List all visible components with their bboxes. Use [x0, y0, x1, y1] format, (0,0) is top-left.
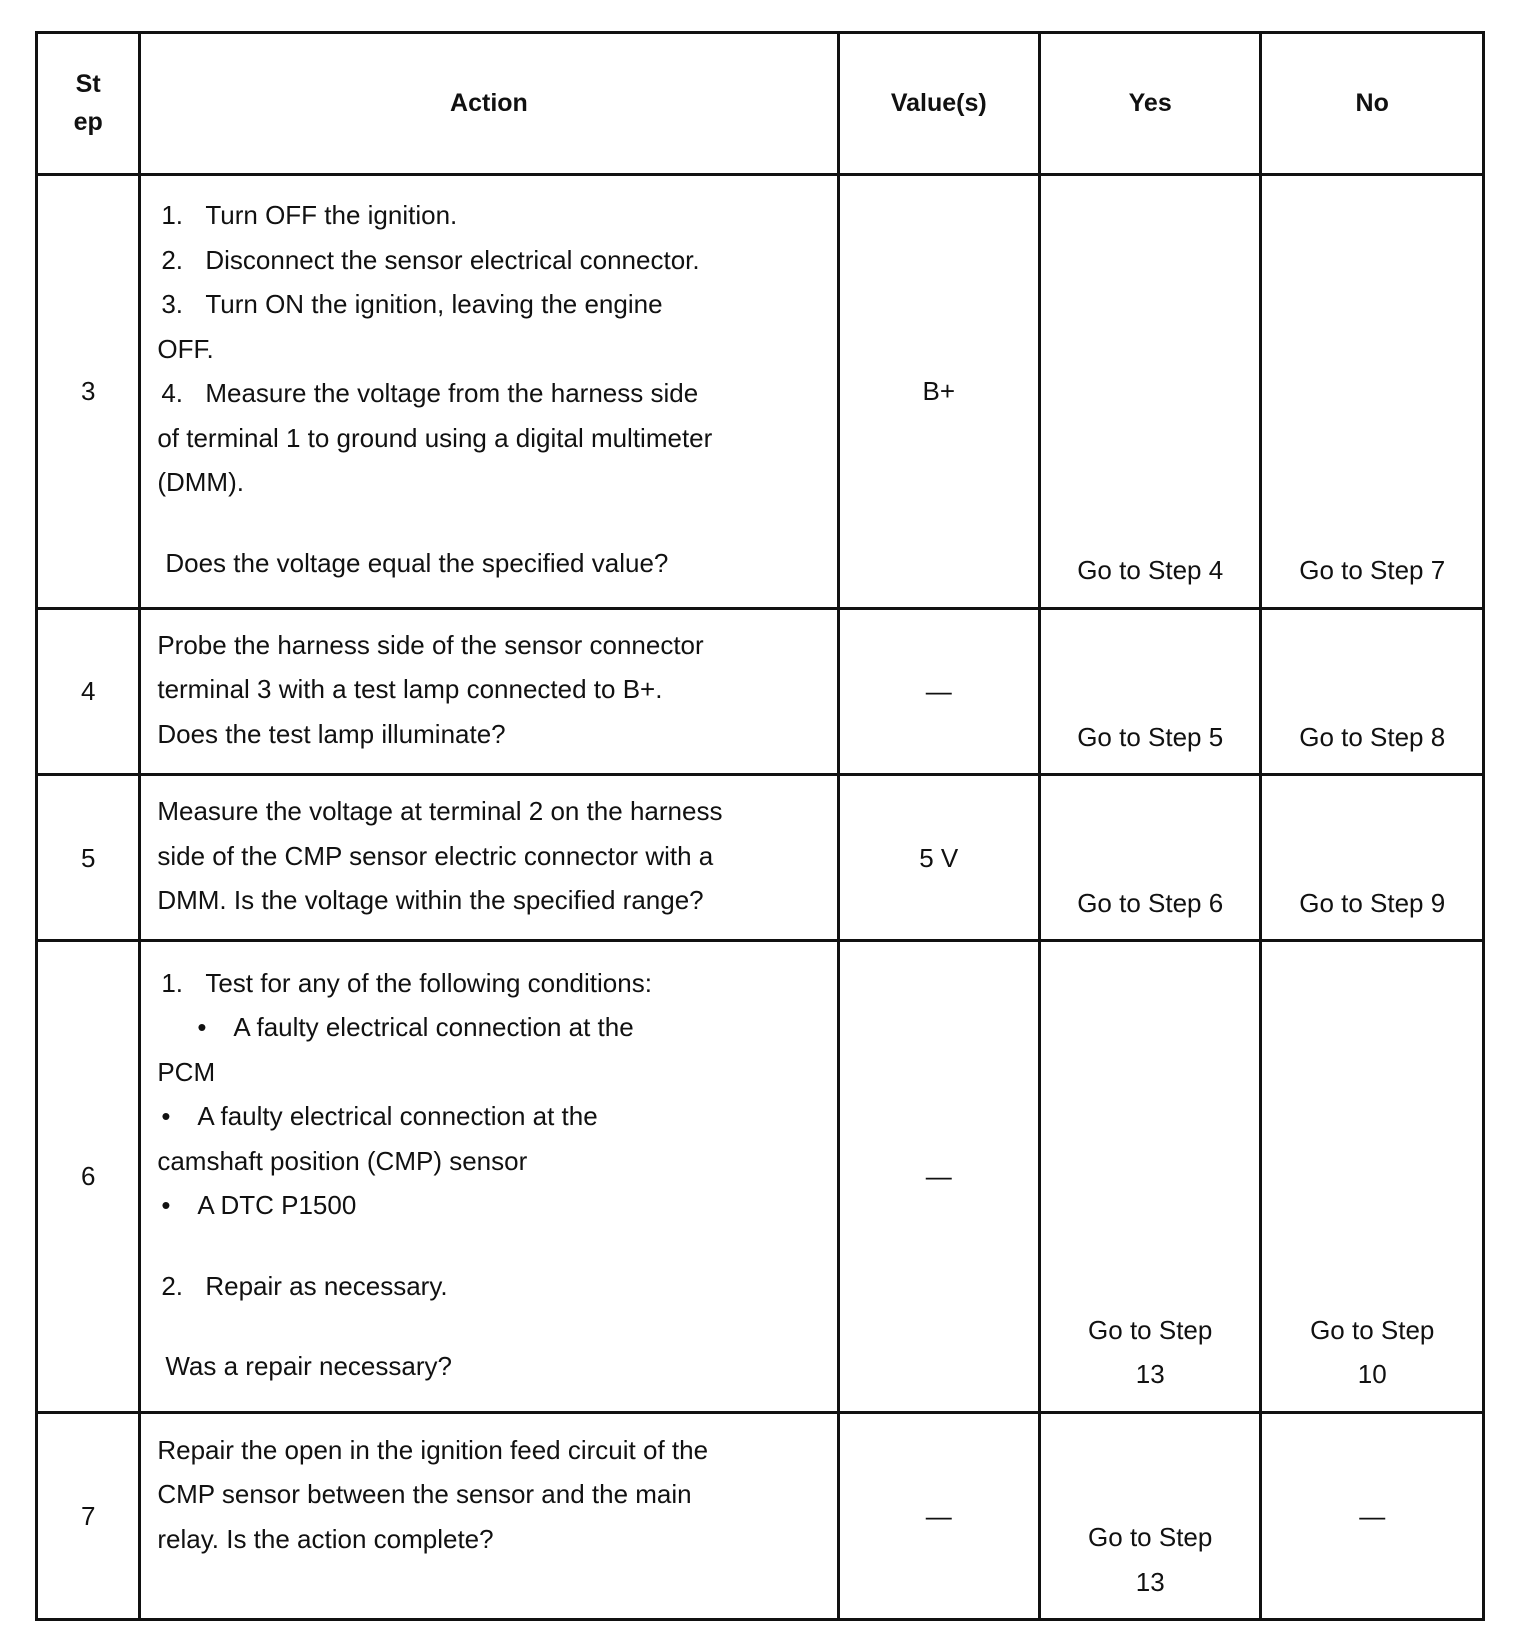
bullet-continuation: PCM: [157, 1056, 216, 1087]
no-cell: Go to Step 10: [1261, 941, 1484, 1412]
value-cell: —: [838, 941, 1039, 1412]
action-cell: [140, 174, 838, 608]
header-row: [37, 33, 1484, 175]
header-no: No: [1261, 33, 1484, 175]
action-line: Does the test lamp illuminate?: [157, 718, 506, 749]
table-row: [37, 775, 1484, 941]
yes-cell: Go to Step 6: [1039, 775, 1260, 941]
list-item-continuation: (DMM).: [157, 467, 244, 498]
bullet-item: • A faulty electrical connection at the: [161, 1101, 598, 1132]
list-item: 3. Turn ON the ignition, leaving the engine: [161, 289, 663, 320]
no-cell: Go to Step 8: [1261, 608, 1484, 774]
step-number: 4: [37, 608, 140, 774]
question-text: Does the voltage equal the specified value?: [165, 547, 669, 578]
table-row: [37, 1412, 1484, 1619]
action-cell: [140, 941, 838, 1412]
table-row: [37, 608, 1484, 774]
value-cell: 5 V: [838, 775, 1039, 941]
list-item: 1. Turn OFF the ignition.: [161, 200, 458, 231]
step-number: 5: [37, 775, 140, 941]
header-yes: Yes: [1039, 33, 1260, 175]
yes-cell: Go to Step 13: [1039, 941, 1260, 1412]
diagnostic-table: [35, 31, 1485, 1621]
action-cell: [140, 1412, 838, 1619]
value-cell: —: [838, 608, 1039, 774]
step-number: 7: [37, 1412, 140, 1619]
yes-cell: Go to Step 5: [1039, 608, 1260, 774]
value-cell: B+: [838, 174, 1039, 608]
list-item-continuation: OFF.: [157, 333, 214, 364]
table-row: [37, 941, 1484, 1412]
action-line: DMM. Is the voltage within the specified range?: [157, 885, 704, 916]
list-item: 2. Repair as necessary.: [161, 1270, 448, 1301]
header-action: Action: [140, 33, 838, 175]
bullet-continuation: camshaft position (CMP) sensor: [157, 1145, 528, 1176]
list-item: 4. Measure the voltage from the harness side: [161, 378, 699, 409]
action-line: relay. Is the action complete?: [157, 1523, 494, 1554]
step-number: 6: [37, 941, 140, 1412]
bullet-item: • A DTC P1500: [161, 1190, 357, 1221]
list-item: 2. Disconnect the sensor electrical connector.: [161, 244, 700, 275]
action-line: side of the CMP sensor electric connector with a: [157, 840, 714, 871]
action-line: Measure the voltage at terminal 2 on the harness: [157, 796, 723, 827]
header-step: St ep: [37, 33, 140, 175]
bullet-item: • A faulty electrical connection at the: [197, 1012, 634, 1043]
yes-cell: Go to Step 4: [1039, 174, 1260, 608]
list-item-continuation: of terminal 1 to ground using a digital multimeter: [157, 422, 713, 453]
no-cell: —: [1261, 1412, 1484, 1619]
question-text: Was a repair necessary?: [165, 1351, 452, 1382]
table-row: [37, 174, 1484, 608]
step-number: 3: [37, 174, 140, 608]
action-line: terminal 3 with a test lamp connected to B+.: [157, 674, 663, 705]
action-cell: [140, 775, 838, 941]
action-line: CMP sensor between the sensor and the main: [157, 1479, 692, 1510]
value-cell: —: [838, 1412, 1039, 1619]
no-cell: Go to Step 9: [1261, 775, 1484, 941]
list-item: 1. Test for any of the following conditions:: [161, 967, 652, 998]
action-line: Probe the harness side of the sensor connector: [157, 629, 704, 660]
header-values: Value(s): [838, 33, 1039, 175]
no-cell: Go to Step 7: [1261, 174, 1484, 608]
action-cell: [140, 608, 838, 774]
action-line: Repair the open in the ignition feed circuit of the: [157, 1434, 709, 1465]
yes-cell: Go to Step 13: [1039, 1412, 1260, 1619]
